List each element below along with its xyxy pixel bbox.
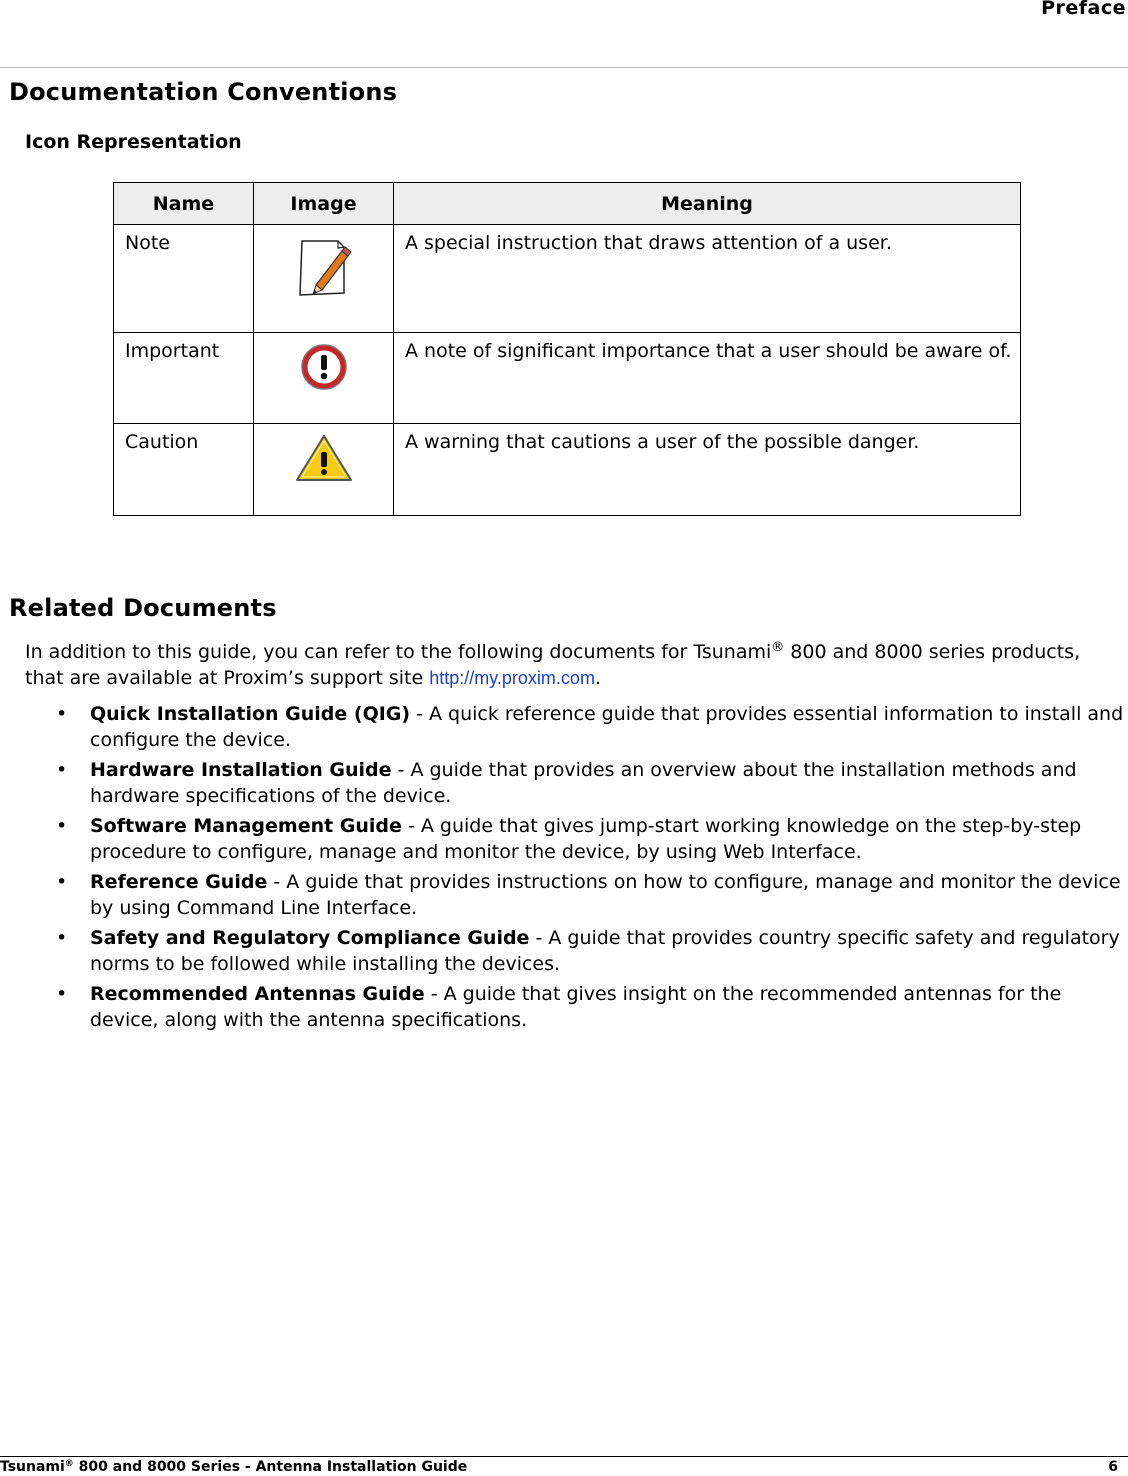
column-header-name: Name xyxy=(114,183,254,225)
subsection-heading-icon-representation: Icon Representation xyxy=(25,131,242,153)
row-meaning: A special instruction that draws attention of a user. xyxy=(394,225,1021,333)
list-item xyxy=(0,982,1128,1033)
table-row xyxy=(114,225,1021,333)
doc-description: - A guide that provides instructions on how to configure, manage and monitor the device by using Command Line Interface. xyxy=(90,871,1121,919)
bullet: • xyxy=(56,703,68,725)
row-name: Caution xyxy=(114,424,254,516)
doc-title: Recommended Antennas Guide xyxy=(90,983,425,1005)
list-item xyxy=(0,926,1128,977)
row-meaning: A note of significant importance that a user should be aware of. xyxy=(394,333,1021,424)
column-header-meaning: Meaning xyxy=(394,183,1021,225)
row-meaning: A warning that cautions a user of the possible danger. xyxy=(394,424,1021,516)
doc-title: Hardware Installation Guide xyxy=(90,759,392,781)
intro-text-continued: 800 and 8000 series products, that are available at Proxim’s support site xyxy=(25,641,1081,689)
section-heading-related-documents: Related Documents xyxy=(9,594,277,622)
related-intro-paragraph xyxy=(25,639,1115,691)
list-item xyxy=(0,870,1128,921)
intro-text: In addition to this guide, you can refer to the following documents for Tsunami xyxy=(25,641,772,663)
important-exclamation-icon xyxy=(294,376,354,398)
table-row xyxy=(114,333,1021,424)
doc-description: - A guide that provides an overview about the installation methods and hardware specifications of the device. xyxy=(90,759,1077,807)
footer-title-rest: 800 and 8000 Series - Antenna Installation Guide xyxy=(73,1459,468,1475)
doc-title: Safety and Regulatory Compliance Guide xyxy=(90,927,530,949)
footer-document-title xyxy=(0,1459,467,1475)
footer-registered-mark: ® xyxy=(64,1459,74,1469)
list-item xyxy=(0,814,1128,865)
proxim-support-link[interactable]: http://my.proxim.com xyxy=(429,668,595,688)
registered-mark: ® xyxy=(771,640,785,655)
icon-representation-table xyxy=(113,182,1021,516)
page-header-title: Preface xyxy=(1041,0,1126,19)
doc-description: - A quick reference guide that provides essential information to install and configure the device. xyxy=(90,703,1124,751)
note-pencil-icon xyxy=(294,282,354,304)
footer-divider xyxy=(0,1456,1128,1457)
bullet: • xyxy=(56,871,68,893)
footer-product: Tsunami xyxy=(0,1459,65,1475)
doc-description: - A guide that provides country specific safety and regulatory norms to be followed while installing the devices. xyxy=(90,927,1120,975)
column-header-image: Image xyxy=(254,183,394,225)
bullet: • xyxy=(56,815,68,837)
list-item xyxy=(0,702,1128,753)
doc-description: - A guide that gives jump-start working knowledge on the step-by-step procedure to configure, manage and monitor the device, by using Web Interface. xyxy=(90,815,1082,863)
bullet: • xyxy=(56,983,68,1005)
page-number: 6 xyxy=(1108,1459,1118,1475)
list-item xyxy=(0,758,1128,809)
section-heading-conventions: Documentation Conventions xyxy=(9,78,398,106)
doc-title: Quick Installation Guide (QIG) xyxy=(90,703,411,725)
header-divider xyxy=(0,67,1128,68)
row-name: Important xyxy=(114,333,254,424)
caution-warning-icon xyxy=(291,467,357,489)
row-name: Note xyxy=(114,225,254,333)
bullet: • xyxy=(56,927,68,949)
doc-title: Software Management Guide xyxy=(90,815,402,837)
related-documents-list xyxy=(0,702,1128,1038)
table-row xyxy=(114,424,1021,516)
intro-end: . xyxy=(594,667,601,689)
table-header-row xyxy=(114,183,1021,225)
doc-title: Reference Guide xyxy=(90,871,268,893)
bullet: • xyxy=(56,759,68,781)
doc-description: - A guide that gives insight on the recommended antennas for the device, along with the antenna specifications. xyxy=(90,983,1062,1031)
